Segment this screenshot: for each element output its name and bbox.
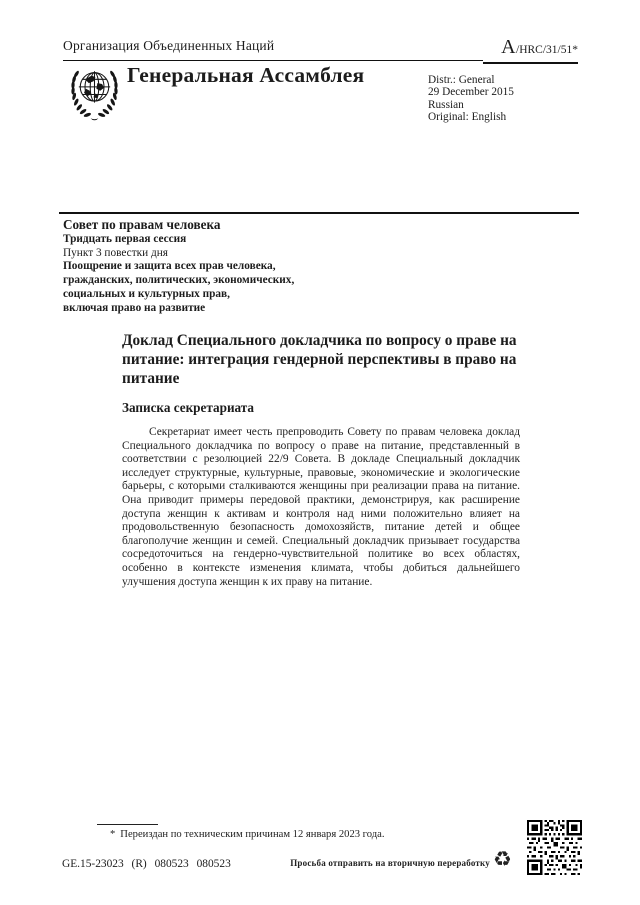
agenda-line: социальных и культурных прав, bbox=[63, 287, 230, 300]
summary-paragraph: Секретариат имеет честь препроводить Совету по правам человека доклад Специального докладчика по вопросу о праве на питание, представленный в соответствии с резолюцией 22/9 Совета. В докладе Специальный докладчик исследует структурные, культурные, правовые, экономические и экологические барьеры, с которыми сталкиваются женщины при реализации права на питание. Она приводит примеры передовой практики, демонстрируя, как расширение доступа женщин к активам и контроля над ними положительно влияет на продовольственную безопасность домохозяйств, питание детей и общее благополучие женщин и семей. Специальный докладчик призывает государства сосредоточиться на гендерно-чувствительной политике во всех областях, особенно в контексте изменения климата, чтобы добиться дальнейшего улучшения доступа женщин к их праву на питание. bbox=[122, 426, 520, 588]
recycle-icon: ♻ bbox=[493, 847, 512, 871]
doc-symbol-letter: A bbox=[501, 36, 517, 58]
section-rule bbox=[59, 212, 579, 214]
distr-block bbox=[428, 74, 514, 124]
footnote-marker: * bbox=[110, 829, 116, 840]
session-number: Тридцать первая сессия bbox=[63, 233, 187, 245]
doc-symbol-number: /HRC/31/51* bbox=[516, 44, 578, 56]
job-number: GE.15-23023 (R) 080523 080523 bbox=[62, 858, 231, 870]
session-block bbox=[63, 216, 294, 315]
distr-line: Distr.: General bbox=[428, 74, 495, 86]
document-subtitle: Записка секретариата bbox=[122, 400, 255, 415]
recycle-notice: Просьба отправить на вторичную переработку bbox=[290, 858, 490, 868]
agenda-line: включая право на развитие bbox=[63, 301, 206, 314]
footnote-text: Переиздан по техническим причинам 12 января 2023 года. bbox=[120, 829, 385, 840]
header-rule-right bbox=[483, 62, 578, 64]
distr-line: 29 December 2015 bbox=[428, 86, 514, 99]
council-name: Совет по правам человека bbox=[63, 217, 221, 232]
un-emblem-icon bbox=[66, 63, 123, 126]
assembly-title: Генеральная Ассамблея bbox=[127, 63, 365, 87]
header-rule-left bbox=[63, 60, 483, 61]
footnote-rule bbox=[97, 824, 158, 825]
qr-code bbox=[527, 820, 582, 875]
distr-line: Russian bbox=[428, 98, 464, 111]
doc-symbol bbox=[501, 36, 578, 59]
org-name: Организация Объединенных Наций bbox=[63, 38, 275, 53]
agenda-item: Пункт 3 повестки дня bbox=[63, 246, 168, 259]
agenda-line: гражданских, политических, экономических, bbox=[63, 274, 295, 287]
distr-line: Original: English bbox=[428, 111, 507, 124]
footnote bbox=[110, 829, 385, 840]
agenda-line: Поощрение и защита всех прав человека, bbox=[63, 260, 276, 273]
document-title: Доклад Специального докладчика по вопросу о праве на питание: интеграция гендерной перспективы в право на питание bbox=[122, 332, 517, 388]
